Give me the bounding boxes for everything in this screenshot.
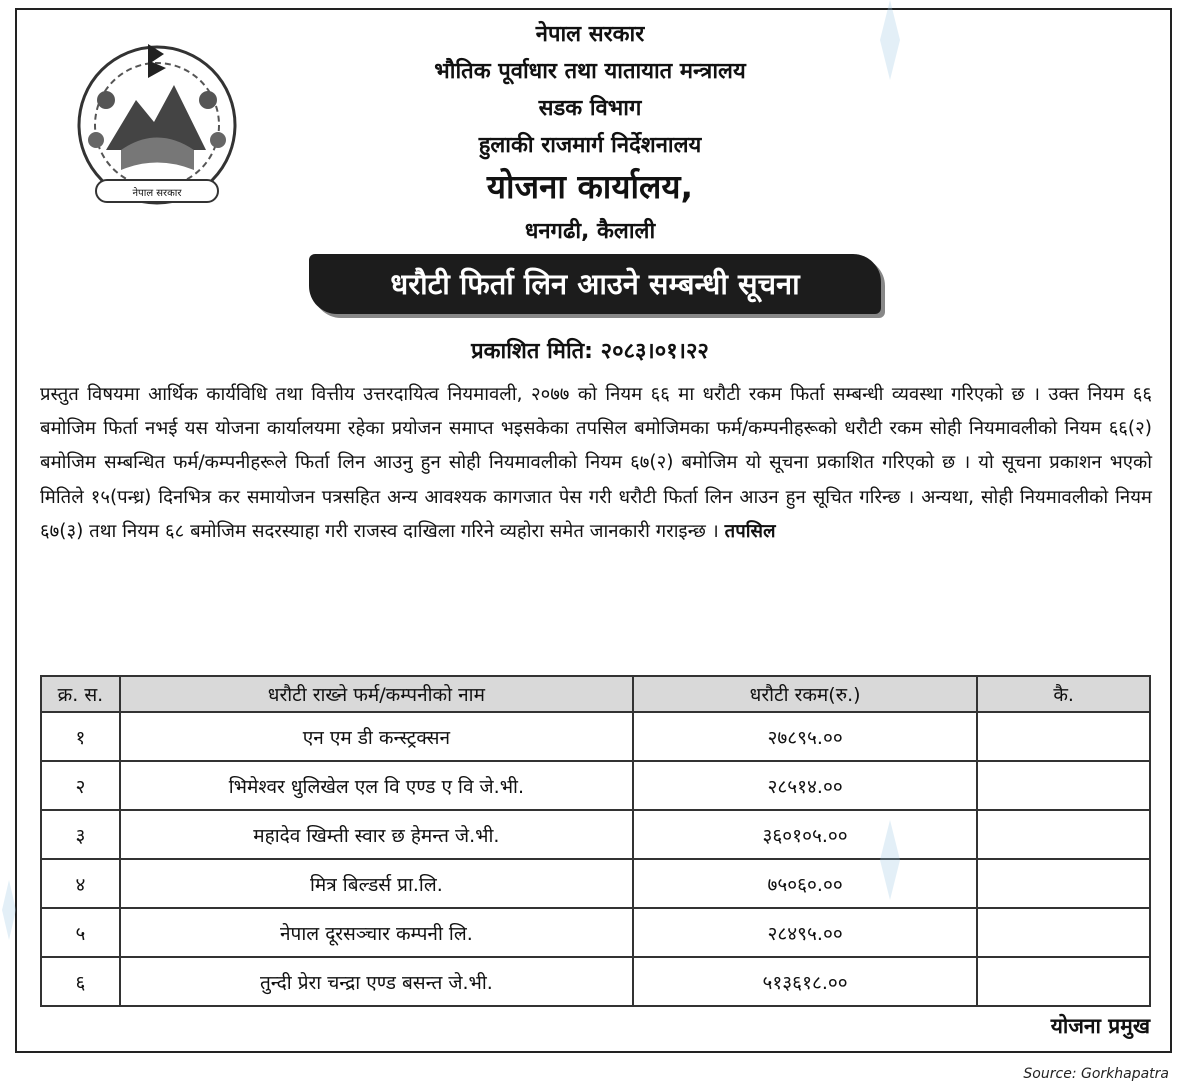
deposit-table	[40, 675, 1151, 1007]
cell-amount: ३६०१०५.००	[633, 810, 977, 859]
cell-serial: ३	[41, 810, 120, 859]
table-header-row	[41, 676, 1150, 712]
cell-serial: २	[41, 761, 120, 810]
watermark-arrow-icon	[880, 820, 900, 900]
cell-firm-name: भिमेश्वर धुलिखेल एल वि एण्ड ए वि जे.भी.	[120, 761, 633, 810]
table-row	[41, 810, 1150, 859]
cell-remarks	[977, 957, 1150, 1006]
directorate-name: हुलाकी राजमार्ग निर्देशनालय	[478, 133, 702, 158]
table-row	[41, 761, 1150, 810]
cell-firm-name: महादेव खिम्ती स्वार छ हेमन्त जे.भी.	[120, 810, 633, 859]
nepal-emblem-icon	[66, 30, 248, 216]
publication-date	[300, 335, 880, 365]
signature-office-chief: योजना प्रमुख	[1050, 1014, 1150, 1038]
table-row	[41, 957, 1150, 1006]
table-row	[41, 859, 1150, 908]
department-name: सडक विभाग	[538, 96, 642, 121]
cell-remarks	[977, 810, 1150, 859]
source-credit: Source: Gorkhapatra	[1023, 1066, 1169, 1082]
emblem-caption: नेपाल सरकार	[132, 188, 182, 199]
cell-remarks	[977, 908, 1150, 957]
office-location: धनगढी, कैलाली	[524, 219, 656, 244]
notice-title-banner: धरौटी फिर्ता लिन आउने सम्बन्धी सूचना	[309, 254, 881, 314]
cell-amount: ७५०६०.००	[633, 859, 977, 908]
cell-amount: २८५१४.००	[633, 761, 977, 810]
cell-firm-name: मित्र बिल्डर्स प्रा.लि.	[120, 859, 633, 908]
cell-amount: ५१३६१८.००	[633, 957, 977, 1006]
col-header-serial: क्र. स.	[41, 676, 120, 712]
cell-amount: २८४९५.००	[633, 908, 977, 957]
tapsil-label: तपसिल	[724, 520, 776, 542]
cell-serial: ५	[41, 908, 120, 957]
publication-date-label: प्रकाशित मिति:	[471, 339, 593, 364]
col-header-remarks: कै.	[977, 676, 1150, 712]
cell-serial: ४	[41, 859, 120, 908]
government-name: नेपाल सरकार	[535, 22, 645, 47]
ministry-name: भौतिक पूर्वाधार तथा यातायात मन्त्रालय	[434, 59, 746, 84]
cell-remarks	[977, 712, 1150, 761]
notice-body-text: प्रस्तुत विषयमा आर्थिक कार्यविधि तथा वित्तीय उत्तरदायित्व नियमावली, २०७७ को नियम ६६ मा धरौटी रकम फिर्ता सम्बन्धी व्यवस्था गरिएको छ । उक्त नियम ६६ बमोजिम फिर्ता नभई यस योजना कार्यालयमा रहेका प्रयोजन समाप्त भइसकेका तपसिल बमोजिमका फर्म/कम्पनीहरूको धरौटी रकम सोही नियमावलीको नियम ६६(२) बमोजिम सम्बन्धित फर्म/कम्पनीहरूले फिर्ता लिन आउनु हुन सोही नियमावलीको नियम ६७(२) बमोजिम यो सूचना प्रकाशित गरिएको छ । यो सूचना प्रकाशन भएको मितिले १५(पन्ध्र) दिनभित्र कर समायोजन पत्रसहित अन्य आवश्यक कागजात पेस गरी धरौटी फिर्ता लिन आउन हुन सूचित गरिन्छ । अन्यथा, सोही नियमावलीको नियम ६७(३) तथा नियम ६८ बमोजिम सदरस्याहा गरी राजस्व दाखिला गरिने व्यहोरा समेत जानकारी गराइन्छ ।	[40, 384, 1152, 542]
cell-firm-name: तुन्दी प्रेरा चन्द्रा एण्ड बसन्त जे.भी.	[120, 957, 633, 1006]
office-name: योजना कार्यालय,	[486, 167, 694, 206]
cell-amount: २७८९५.००	[633, 712, 977, 761]
cell-serial: ६	[41, 957, 120, 1006]
col-header-firm-name: धरौटी राख्ने फर्म/कम्पनीको नाम	[120, 676, 633, 712]
publication-date-value: २०८३।०१।२२	[600, 339, 709, 364]
col-header-amount: धरौटी रकम(रु.)	[633, 676, 977, 712]
cell-firm-name: एन एम डी कन्स्ट्रक्सन	[120, 712, 633, 761]
watermark-arrow-icon	[880, 0, 900, 80]
table-row	[41, 908, 1150, 957]
cell-serial: १	[41, 712, 120, 761]
table-row	[41, 712, 1150, 761]
notice-body	[40, 378, 1152, 549]
cell-remarks	[977, 761, 1150, 810]
cell-remarks	[977, 859, 1150, 908]
cell-firm-name: नेपाल दूरसञ्चार कम्पनी लि.	[120, 908, 633, 957]
watermark-arrow-icon	[2, 880, 16, 940]
